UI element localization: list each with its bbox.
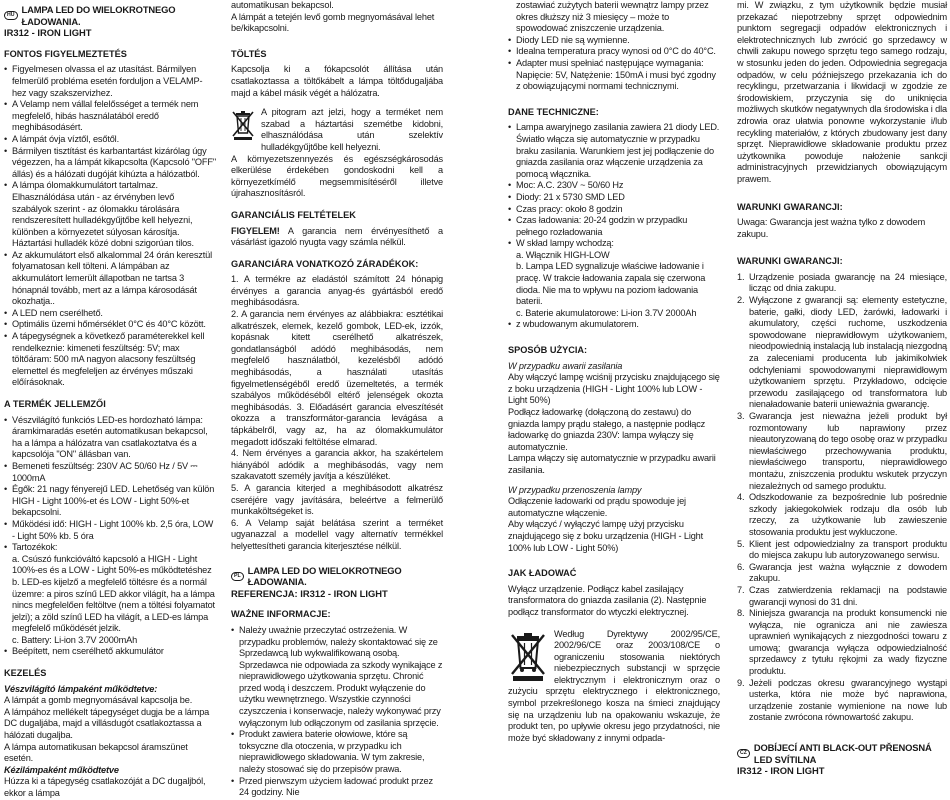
list-item: • A LED nem cserélhető. <box>4 308 216 320</box>
pl-tech-list <box>508 122 720 250</box>
paragraph: 1. A termékre az eladástól számított 24 hónapig érvényes a garancia anyag-és gyártásból eredő meghibásodásra. <box>231 274 443 308</box>
list-item: • Produkt zawiera baterie ołowiowe, które są toksyczne dla otoczenia, w przypadku ich nieprawidłowego składowania. W tym zakresie, należy stosować się do przepisów prawa. <box>231 729 443 775</box>
list-item: • Adapter musi spełniać następujące wymagania: Napięcie: 5V, Natężenie: 150mA i musi być zgodny z obowiązującymi normami technicznymi. <box>508 58 720 93</box>
hu-tech-list <box>4 415 216 554</box>
cz-title: DOBÍJECÍ ANTI BLACK-OUT PŘENOSNÁ LED SVÍTILNA <box>753 742 932 765</box>
paragraph: Podłącz ładowarkę (dołączoną do zestawu) do gniazda lampy prądu stałego, a następnie podłącz ładowarkę do gniazda 230V: lampa wyłączy się automatycznie. <box>508 407 706 452</box>
list-item: • Diody: 21 x 5730 SMD LED <box>508 192 720 204</box>
list-item: 8. Niniejsza gwarancja na produkt konsumencki nie wyłącza, nie ogranicza ani nie zawiesza uprawnień wynikających z niezgodności towaru z umową; gwarancja wyłącza odpowiedzialność sprzedawcy z tytułu rękojmi za wady fizyczne produktu. <box>737 608 947 677</box>
pl-tech-sub <box>508 250 720 320</box>
list-item: 1. Urządzenie posiada gwarancję na 24 miesiące, licząc od dnia zakupu. <box>737 271 947 294</box>
list-item: • Lampa awaryjnego zasilania zawiera 21 diody LED. Światło włącza się automatycznie w przypadku braku zasilania. Warunkiem jest jej podłączenie do gniazda zasilania oraz włączenie urządzenia za pomocą włącznika. <box>508 122 720 180</box>
paragraph: A lámpát a tetején levő gomb megnyomásával lehet be/kikapcsolni. <box>231 11 435 34</box>
list-item: • Az akkumulátort első alkalommal 24 órán keresztül folyamatosan kell tölteni. A lámpában az akkumulátort lemerült állapotban ne tartsa 3 hónapnál tovább, mert az a lámpa károsodását okozhatja.. <box>4 250 216 308</box>
list-item: • Égők: 21 nagy fényerejű LED. Lehetőség van külön HIGH - Light 100%-et és LOW - Light 50%-et bekapcsolni. <box>4 484 216 519</box>
hu-use-subheading-2: Kézilámpaként működtetve <box>4 764 119 775</box>
list-item: • Należy uważnie przeczytać ostrzeżenia. W przypadku problemów, należy skontaktować się ze Sprzedawcą lub wykwalifikowaną osobą. Sprzedawca nie odpowiada za szkody wynikające z nieprawidłowego użytkowania sprzętu. Chronić przed wodą i deszczem. Produkt wyłączenie do użytku wewnętrznego. Wszystkie czynności czyszczenia i konserwacje, należy wykonywać przy wyłączonym lub odłączonym od zasilania sprzęcie. <box>231 625 443 729</box>
hu-title: LAMPA LED DO WIELOKROTNEGO ŁADOWANIA. <box>21 4 176 27</box>
language-badge-hu: HU <box>4 11 18 20</box>
hu-tech-sub <box>4 554 216 647</box>
list-item: • A lámpát óvja víztől, esőtől. <box>4 134 216 146</box>
list-item: • A lámpa ólomakkumulátort tartalmaz. Elhasználódása után - az érvényben levő szabályok szerint - az ólomakku tárolására rendszeresített hulladékgyűjtőbe kell helyezni, különben a környezetet súlyosan károsítja. Háztartási hulladék közé dobni szigorúan tilos. <box>4 180 216 250</box>
list-item: • Bármilyen tisztítást és karbantartást kizárólag úgy végezzen, ha a lámpát kikapcsolta (Kapcsoló "OFF" állás) és a hálózati dugóját kihúzta a hálózatból. <box>4 146 216 181</box>
pl-warnings-heading: WAŻNE INFORMACJE: <box>231 609 331 620</box>
list-item: • W skład lampy wchodzą: <box>508 238 720 250</box>
paragraph: Aby włączyć lampę wciśnij przycisku znajdującego się z boku urządzenia (HIGH - Light 100% lub LOW - Light 50%) <box>508 372 720 406</box>
sub-item: c. Battery: Li-ion 3.7V 2000mAh <box>12 634 138 645</box>
sub-item: a. Csúszó funkcióváltó kapcsoló a HIGH - Light 100%-es és a LOW - Light 50%-es működtetéshez <box>12 553 212 576</box>
pl-title: LAMPA LED DO WIELOKROTNEGO ŁADOWANIA. <box>247 564 402 588</box>
pl-charge-heading: JAK ŁADOWAĆ <box>508 568 577 579</box>
paragraph: Húzza ki a tápegység csatlakozóját a DC dugaljból, ekkor a lámpa <box>4 776 206 798</box>
pl-tech-heading: DANE TECHNICZNE: <box>508 106 599 117</box>
list-item: • Működési idő: HIGH - Light 100% kb. 2,5 óra, LOW - Light 50% kb. 5 óra <box>4 519 216 542</box>
paragraph: Wyłącz urządzenie. Podłącz kabel zasilający transformatora do gniazda zasilania (2). Następnie podłącz transformator do wtyczki elektrycznej. <box>508 583 707 617</box>
column-hungarian <box>4 0 216 798</box>
paragraph: A lámpához mellékelt tápegységet dugja be a lámpa DC dugaljába, majd a villásdugót csatlakoztassa a hálózati dugaljba. <box>4 706 210 741</box>
hu-charge-heading: TÖLTÉS <box>231 48 267 59</box>
list-item: 6. Gwarancja jest ważna wyłącznie z dowodem zakupu. <box>737 561 947 584</box>
cz-title-line <box>737 742 947 765</box>
paragraph: Uwaga: Gwarancja jest ważna tylko z dowodem zakupu. <box>737 217 926 239</box>
list-item: • Figyelmesen olvassa el az utasítást. Bármilyen felmerülő probléma esetén forduljon a VELAMP-hez vagy szakszervizhez. <box>4 64 216 99</box>
pl-warranty-heading: WARUNKI GWARANCJI: <box>737 201 843 212</box>
cz-model: IR312 - IRON LIGHT <box>737 765 825 777</box>
hu-title-line <box>4 4 216 27</box>
list-item: • Diody LED nie są wymienne. <box>508 35 720 47</box>
paragraph: A lámpa automatikusan bekapcsol áramszünet esetén. <box>4 741 188 764</box>
list-item: 7. Czas zatwierdzenia reklamacji na podstawie gwarancji wynosi do 31 dni. <box>737 584 947 607</box>
pl-title-line <box>231 565 443 588</box>
hu-guarantee-heading: GARANCIÁLIS FELTÉTELEK <box>231 209 356 220</box>
pl-weee-block <box>508 629 720 745</box>
hu-tech-heading: A TERMÉK JELLEMZŐI <box>4 399 106 409</box>
hu-clauses-heading: GARANCIÁRA VONATKOZÓ ZÁRADÉKOK: <box>231 258 419 269</box>
pl-use-heading: SPOSÓB UŻYCIA: <box>508 345 588 356</box>
list-item: • Czas pracy: około 8 godzin <box>508 204 720 216</box>
hu-warnings-heading: FONTOS FIGYELMEZTETÉS <box>4 48 127 59</box>
paragraph <box>231 226 443 249</box>
paragraph: A lámpát a gomb megnyomásával kapcsolja be. <box>4 695 193 706</box>
pl-model: REFERENCJA: IR312 - IRON LIGHT <box>231 587 388 599</box>
list-item: • Czas ładowania: 20-24 godzin w przypadku pełnego rozładowania <box>508 215 720 238</box>
paragraph: 4. Nem érvényes a garancia akkor, ha szakértelem hiányából adódik a meghibásodás, vagy nem szakavatott személy javítja a készüléket. <box>231 448 443 482</box>
paragraph: A környezetszennyezés és egészségkárosodás elkerülése érdekében gondoskodni kell a környezetkímélő megsemmisítéséről illetve újrahasznosításról. <box>231 153 443 199</box>
list-item: 4. Odszkodowanie za bezpośrednie lub pośrednie szkody jakiegokolwiek rodzaju dla osób lub rzeczy, za użytkowanie lub zawieszenie stosowania produktu jest wykluczone. <box>737 492 947 537</box>
sub-item: c. Baterie akumulatorowe: Li-ion 3.7V 2000Ah <box>516 307 697 318</box>
paragraph: mi. W związku, z tym użytkownik będzie musiał przekazać niepotrzebny sprzęt odpowiednim punktom segregacji odpadów elektronicznych i elektrotechnicznych lub zwrócić go sprzedawcy w chwili zakupu nowego sprzętu tego samego rodzaju, w stosunku jeden do jeden. Odpowiednia segregacja odpadów, w celu późniejszego przekazania ich do recyklingu, przetwarzania i likwidacji w zgodzie ze środowiskiem, przyczynia się do uniknięcia możliwych skutków negatywnych dla środowiska i dla zdrowia oraz ułatwia ponowne wykorzystanie i/lub recykling materiałów, z których zbudowany jest dany sprzęt. Nieprawidłowe składowanie produktu przez użytkownika powoduje nałożenie sankcji administracyjnych przewidzianych obowiązującym prawem. <box>737 0 947 184</box>
paragraph: Kapcsolja ki a fókapcsolót állítása után csatlakoztassa a töltőkábelt a lámpa töltődugaljába majd a kábel másik végét a hálózatra. <box>231 64 443 98</box>
paragraph: zostawiać zużytych baterii wewnątrz lampy przez okres dłuższy niż 3 miesięcy – może to spowodować zniszczenie urządzenia. <box>516 0 709 34</box>
hu-warnings-list <box>4 64 216 389</box>
paragraph: 2. A garancia nem érvényes az alábbiakra: esztétikai alkatrészek, elemek, kezelő gombok, LED-ek, izzók, kopásnak kitett cserélhető alkatrészek, gondatlanságból adódó meghibásodás, nem megfelelő használatból, kezelésből adódó meghibásodás, a használati utasítás figyelmetlenségéből eredő üzemeltetés, a termék szabályos működéséből eltérő jelenségek okozta meghibásodás. 3. Előadásért garancia elveszítését okozza a transzformátor-garancia levágása a tápkábelről, vagy az, ha az ólomakkumulátor megadott időszaki feltöltése elmarad. <box>231 309 443 447</box>
sub-item: a. Włącznik HIGH-LOW <box>516 249 610 260</box>
paragraph: 5. A garancia kiterjed a meghibásodott alkatrész cseréjére vagy javítására, beleértve a felmerülő munkaköltségeket is. <box>231 482 443 517</box>
pl-warnings-continued <box>508 35 720 93</box>
list-item: • Bemeneti feszültség: 230V AC 50/60 Hz / 5V ⎓ 1000mA <box>4 461 216 484</box>
list-item: 2. Wyłączone z gwarancji są: elementy estetyczne, baterie, gałki, diody LED, żarówki, ładowarki i akumulatory, części ruchome, uszkodzenia spowodowane nieprawidłowym użytkowaniem, nieodpowiednią instalacją lub instalacją niezgodną za zaleceniami producenta lub jakimikolwiek odchyleniami spowodowanymi nieprawidłowym użytkowaniem sprzętu. Przykładowo, odcięcie przewodu zasilającego od transformatora lub nienaładowanie baterii unieważnia gwarancję. <box>737 295 947 410</box>
list-item: • A Velamp nem vállal felelősséget a termék nem megfelelő, hibás használatából eredő meghibásodásért. <box>4 99 216 134</box>
paragraph: Lampa włączy się automatycznie w przypadku awarii zasilania. <box>508 453 716 475</box>
hu-model: IR312 - IRON LIGHT <box>4 27 92 39</box>
paragraph: 6. A Velamp saját belátása szerint a terméket ugyanazzal a modellel vagy alternatív termékkel helyettesítheti garancia kiterjesztése nélkül. <box>231 517 443 551</box>
paragraph: Aby włączyć / wyłączyć lampę użyj przycisku znajdującego się z boku urządzenia (HIGH - Light 100% lub LOW - Light 50%) <box>508 519 704 553</box>
crossed-bin-icon <box>231 109 255 141</box>
column-polish <box>508 0 720 743</box>
list-item: • Tartozékok: <box>4 542 216 554</box>
list-item: • Beépített, nem cserélhető akkumulátor <box>4 646 216 658</box>
list-item: • Przed pierwszym użyciem ładować produkt przez 24 godziny. Nie <box>231 776 443 799</box>
sub-item: b. LED-es kijelző a megfelelő töltésre és a normál üzemre: a piros színű LED akkor világít, ha a lámpa nincs megfelelően feltöltve (nem a töltési folyamatot jelzi); a zöld színű LED ha világít, a LED-es lámpa megfelelő működését jelzik. <box>12 576 215 634</box>
pl-use-subheading-2: W przypadku przenoszenia lampy <box>508 484 642 495</box>
paragraph: A pitogram azt jelzi, hogy a terméket nem szabad a háztartási szemétbe kidobni, elhasználódása után szelektív hulladékgyűjtőbe kell helyezni. <box>261 107 443 152</box>
crossed-bin-icon <box>508 630 548 682</box>
list-item: 3. Gwarancja jest nieważna jeżeli produkt był rozmontowany lub naprawiony przez nieautoryzowaną do tego osobę oraz w przypadku niewłaściwego przechowywania produktu, niewłaściwego transportu, nieprawidłowego montażu, zniszczenia produktu wskutek przyczyn niezależnych od samego produktu. <box>737 411 947 491</box>
pl-use-subheading: W przypadku awarii zasilania <box>508 360 623 371</box>
list-item: • z wbudowanym akumulatorem. <box>508 319 720 331</box>
list-item: • A tápegységnek a következő paraméterekkel kell rendelkeznie: kimeneti feszültség: 5V; max töltőáram: 500 mA nagyon alacsony feszültség elemettel és megfeleljen az érvényes műszaki előírásoknak. <box>4 331 216 389</box>
paragraph-text: A garancia nem érvényesíthető a vásárlást igazoló nyugta vagy számla nélkül. <box>231 225 443 248</box>
list-item: 5. Klient jest odpowiedzialny za transport produktu do miejsca zakupu lub autoryzowanego serwisu. <box>737 538 947 561</box>
paragraph: Według Dyrektywy 2002/95/CE, 2002/96/CE oraz 2003/108/CE o ograniczeniu stosowania niektórych niebezpiecznych substancji w sprzęcie elektrycznym i elektronicznym oraz o zużyciu sprzętu elektrycznego i elektronicznego, symbol przekreślonego kosza na śmieci znajdujący się na urządzeniu lub na opakowaniu wskazuje, że produkt ten, po upływie okresu jego przydatności, nie może być składowany z innymi odpada- <box>508 628 720 743</box>
warning-label: FIGYELEM! <box>231 225 280 236</box>
list-item: • Optimális üzemi hőmérséklet 0°C és 40°C között. <box>4 319 216 331</box>
language-badge-pl: PL <box>231 572 244 581</box>
pl-warnings-list <box>231 625 443 799</box>
list-item: • Moc: A.C. 230V ~ 50/60 Hz <box>508 180 720 192</box>
sub-item: b. Lampa LED sygnalizuje właściwe ładowanie i pracę. W trakcie ładowania zapala się czerwona dioda. Nie ma to wpływu na poziom ładowania baterii. <box>516 261 706 307</box>
column-polish-czech <box>737 0 947 777</box>
hu-use-heading: KEZELÉS <box>4 668 47 679</box>
paragraph: automatikusan bekapcsol. <box>231 0 334 10</box>
language-badge-cz: CZ <box>737 749 750 758</box>
hu-use-subheading: Vészvilágító lámpaként működtetve: <box>4 683 158 694</box>
hu-weee-block <box>231 107 443 200</box>
list-item: • Vészvilágító funkciós LED-es hordozható lámpa: áramkimaradás esetén automatikusan bekapcsol, ha a lámpa a hálózatra van csatlakoztatva és a kapcsolója "ON" állásban van. <box>4 415 216 461</box>
column-hungarian-polish <box>231 0 443 798</box>
list-item: 9. Jeżeli podczas okresu gwarancyjnego wystąpi usterka, która nie może być naprawiona, urządzenie zostanie wymienione na nowe lub zostanie zwrócona równowartość zakupu. <box>737 677 947 723</box>
list-item: • Idealna temperatura pracy wynosi od 0°C do 40°C. <box>508 46 720 58</box>
pl-warranty-list <box>737 272 947 724</box>
pl-warranty-heading-2: WARUNKI GWARANCJI: <box>737 256 843 267</box>
paragraph: Odłączenie ładowarki od prądu spowoduje jej automatyczne włączenie. <box>508 496 686 518</box>
